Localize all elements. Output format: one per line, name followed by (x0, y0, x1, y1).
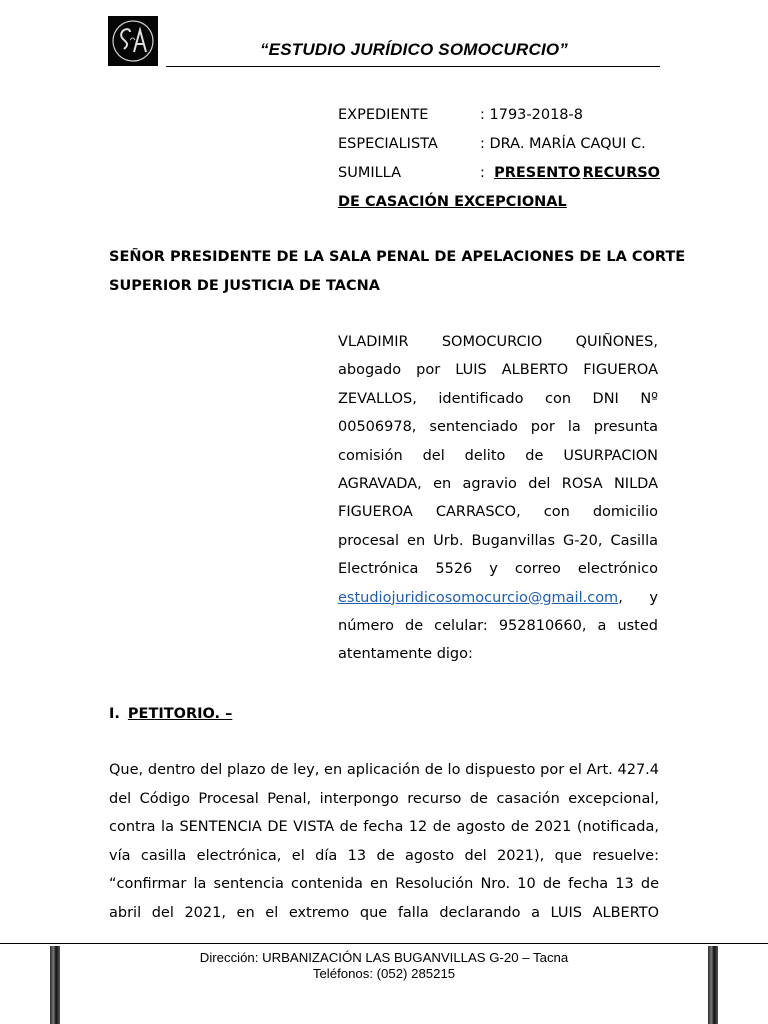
expediente-row (338, 101, 660, 130)
body-line: Que, dentro del plazo de ley, en aplicación de lo dispuesto por el Art. 427.4 (109, 762, 659, 778)
footer-phones: Teléfonos: (052) 285215 (312, 966, 456, 981)
logo-monogram-icon (108, 16, 158, 66)
firm-name: “ESTUDIO JURÍDICO SOMOCURCIO” (259, 40, 569, 59)
intro-line: ZEVALLOS, identificado con DNI Nº (338, 390, 658, 407)
case-metadata (338, 101, 660, 217)
sumilla-row-2 (338, 188, 660, 217)
email-link[interactable]: estudiojuridicosomocurcio@gmail.com (338, 589, 619, 606)
sumilla-word-2: RECURSO (582, 165, 660, 181)
intro-line: 00506978, sentenciado por la presunta (338, 419, 658, 436)
firm-logo (108, 16, 158, 66)
footer-address: Dirección: URBANIZACIÓN LAS BUGANVILLAS G-20 – Tacna (199, 950, 569, 965)
colon: : (480, 136, 485, 152)
section-number: I. (109, 706, 120, 722)
intro-line: abogado por LUIS ALBERTO FIGUEROA (338, 362, 658, 379)
intro-line: FIGUEROA CARRASCO, con domicilio (338, 504, 658, 521)
sumilla-label: SUMILLA (338, 165, 402, 181)
addressee-line-1: SEÑOR PRESIDENTE DE LA SALA PENAL DE APELACIONES DE LA CORTE (109, 249, 686, 265)
especialista-label: ESPECIALISTA (338, 136, 438, 152)
body-line: del Código Procesal Penal, interpongo recurso de casación excepcional, (109, 790, 659, 807)
intro-line: comisión del delito de USURPACION (338, 447, 658, 464)
intro-paragraph (338, 328, 658, 669)
sumilla-value-line2: DE CASACIÓN EXCEPCIONAL (338, 194, 567, 210)
intro-line: VLADIMIR SOMOCURCIO QUIÑONES, (338, 334, 658, 350)
sumilla-value-line1 (494, 159, 660, 188)
addressee (109, 243, 686, 301)
expediente-label: EXPEDIENTE (338, 107, 429, 123)
intro-line: AGRAVADA, en agravio del ROSA NILDA (338, 476, 658, 493)
footer-left-bar (50, 946, 60, 1024)
footer-divider (0, 943, 768, 944)
intro-last-line: atentamente digo: (338, 646, 473, 663)
colon: : (480, 165, 485, 181)
footer (100, 950, 668, 982)
sumilla-row (338, 159, 660, 188)
section-heading (109, 700, 232, 729)
sumilla-word-1: PRESENTO (494, 165, 581, 181)
intro-line: número de celular: 952810660, a usted (338, 618, 658, 635)
footer-right-bar (708, 946, 718, 1024)
body-line: vía casilla electrónica, el día 13 de agosto del 2021), que resuelve: (109, 847, 659, 864)
body-line: abril del 2021, en el extremo que falla declarando a LUIS ALBERTO (109, 904, 659, 921)
email-suffix: , y (618, 589, 658, 606)
especialista-row (338, 130, 660, 159)
addressee-line-2: SUPERIOR DE JUSTICIA DE TACNA (109, 278, 381, 294)
especialista-value: DRA. MARÍA CAQUI C. (489, 136, 646, 152)
intro-line: procesal en Urb. Buganvillas G-20, Casilla (338, 532, 658, 549)
body-line: “confirmar la sentencia contenida en Resolución Nro. 10 de fecha 13 de (109, 876, 659, 892)
email-line (338, 584, 658, 612)
header-divider (166, 66, 660, 67)
intro-line: Electrónica 5526 y correo electrónico (338, 561, 658, 578)
petitorio-paragraph (109, 756, 659, 927)
expediente-value: 1793-2018-8 (489, 107, 583, 123)
colon: : (480, 107, 485, 123)
section-title: PETITORIO. – (127, 706, 233, 722)
body-line: contra la SENTENCIA DE VISTA de fecha 12 de agosto de 2021 (notificada, (109, 819, 659, 835)
